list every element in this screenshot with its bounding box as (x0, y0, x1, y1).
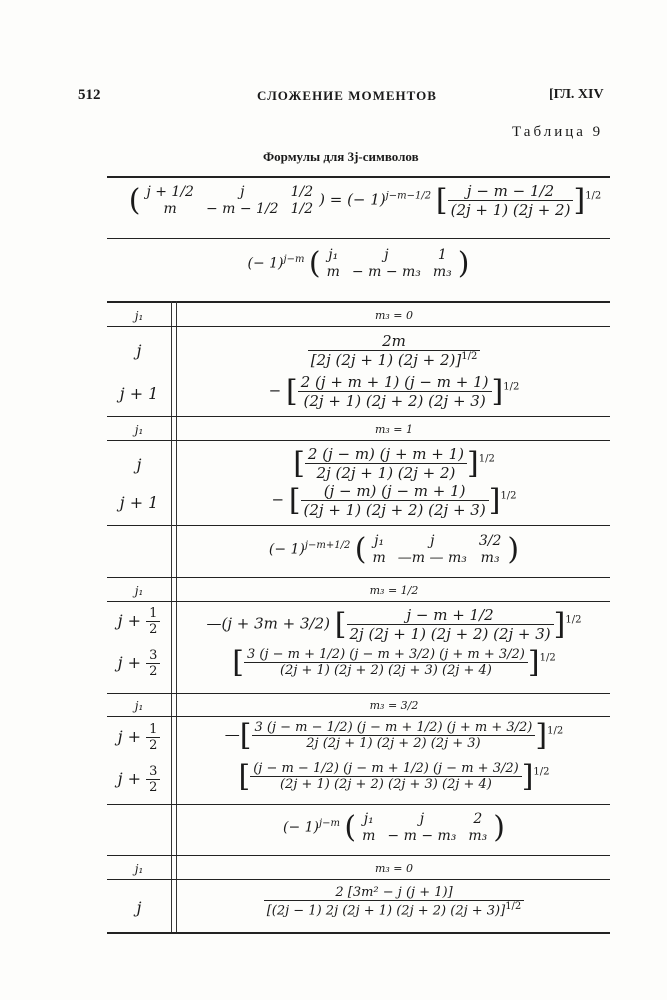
col-label-j1: j₁ (134, 584, 144, 598)
rule (107, 879, 610, 880)
formula-top-matrix: j + 1/2 j 1/2 m − m − 1/2 1/2 (146, 183, 314, 217)
table-caption: Таблица 9 (512, 124, 604, 140)
formula-cell: − [ $\frac{(j - m) (j - m + 1)}{(2j + 1) (2j + 2) (2j + 3)}$ ]$^{1/2}$ (271, 482, 517, 519)
page-number: 512 (78, 87, 101, 103)
formula-cell: $\frac{2m}{[2j (2j + 1) (2j + 2)]^{1/2}}$ (178, 332, 610, 369)
condition-m3: m₃ = 1/2 (369, 584, 419, 597)
j1-value: j + $\frac{1}{2}$ (107, 722, 171, 753)
col-label-j1: j₁ (134, 699, 144, 713)
j1-value: j + 1 (119, 384, 159, 403)
j1-value: j + 1 (119, 493, 159, 512)
formula-top: ( j + 1/2 j 1/2 m − m − 1/2 1/2 ) = (− 1)$^{j-m-1/2}$ [ $\frac{j - m - 1/2}{(2j + 1) (2j + 2)}$ ]$^{1/2}$ (128, 182, 602, 219)
table-title: Формулы для 3j-символов (263, 149, 419, 164)
rule (107, 601, 610, 602)
rule (107, 440, 610, 441)
condition-m3: m₃ = 0 (374, 309, 414, 322)
block1-heading: (− 1)$^{j-m}$ ( j₁ j 1 m − m − m₃ m₃ ) (247, 246, 470, 281)
chapter-label: [ГЛ. XIV (549, 87, 604, 102)
rule (107, 716, 610, 717)
block2-heading: (− 1)$^{j-m+1/2}$ ( j₁ j 3/2 m —m — m₃ m₃ ) (268, 532, 520, 567)
rule (107, 238, 610, 239)
col-label-j1: j₁ (134, 862, 144, 876)
j1-value: j + $\frac{1}{2}$ (107, 606, 171, 637)
rule (107, 416, 610, 417)
rule-top (107, 176, 610, 178)
rule (107, 525, 610, 526)
formula-cell: [ $\frac{3 (j - m + 1/2) (j - m + 3/2) (j + m + 3/2)}{(2j + 1) (2j + 2) (2j + 3) (2j + 4)}$ ]$^{1/2}$ (232, 645, 556, 680)
running-title: СЛОЖЕНИЕ МОМЕНТОВ (257, 88, 437, 103)
rule (107, 855, 610, 856)
col-label-j1: j₁ (134, 309, 144, 323)
j1-value: j (136, 898, 142, 917)
formula-cell: $\frac{\text{2 [3m² − j (j + 1)]}}{[(2j - 1) 2j (2j + 1) (2j + 2) (2j + 3)]^{1/2}}$ (178, 885, 610, 918)
condition-m3: m₃ = 0 (374, 862, 414, 875)
rule (107, 326, 610, 327)
block3-heading: (− 1)$^{j-m}$ ( j₁ j 2 m − m − m₃ m₃ ) (282, 810, 506, 845)
formula-cell: [ $\frac{2 (j - m) (j + m + 1)}{2j (2j + 1) (2j + 2)}$ ]$^{1/2}$ (293, 445, 495, 482)
formula-top-fraction: $\frac{j - m - 1/2}{(2j + 1) (2j + 2)}$ (448, 182, 574, 219)
condition-m3: m₃ = 3/2 (369, 699, 419, 712)
j1-value: j (136, 341, 142, 360)
rule-bottom (107, 932, 610, 934)
column-divider (171, 525, 177, 933)
col-label-j1: j₁ (134, 423, 144, 437)
rule (107, 577, 610, 578)
formula-cell: − [ $\frac{2 (j + m + 1) (j - m + 1)}{(2j + 1) (2j + 2) (2j + 3)}$ ]$^{1/2}$ (268, 373, 520, 410)
formula-cell: [ $\frac{(j - m - 1/2) (j - m + 1/2) (j - m + 3/2)}{(2j + 1) (2j + 2) (2j + 3) (2j + 4)}$ ]$^{1/2}$ (238, 759, 550, 794)
j1-value: j (136, 455, 142, 474)
j1-value: j + $\frac{3}{2}$ (107, 764, 171, 795)
j1-value: j + $\frac{3}{2}$ (107, 648, 171, 679)
rule (107, 301, 610, 303)
rule (107, 804, 610, 805)
condition-m3: m₃ = 1 (374, 423, 414, 436)
column-divider (171, 301, 177, 534)
formula-cell: —(j + 3m + 3/2) [ $\frac{j - m + 1/2}{2j (2j + 1) (2j + 2) (2j + 3)}$ ]$^{1/2}$ (206, 606, 582, 643)
rule (107, 693, 610, 694)
formula-cell: —[ $\frac{3 (j - m - 1/2) (j - m + 1/2) (j + m + 3/2)}{2j (2j + 1) (2j + 2) (2j + 3)}$ ]$^{1/2}$ (224, 718, 564, 753)
